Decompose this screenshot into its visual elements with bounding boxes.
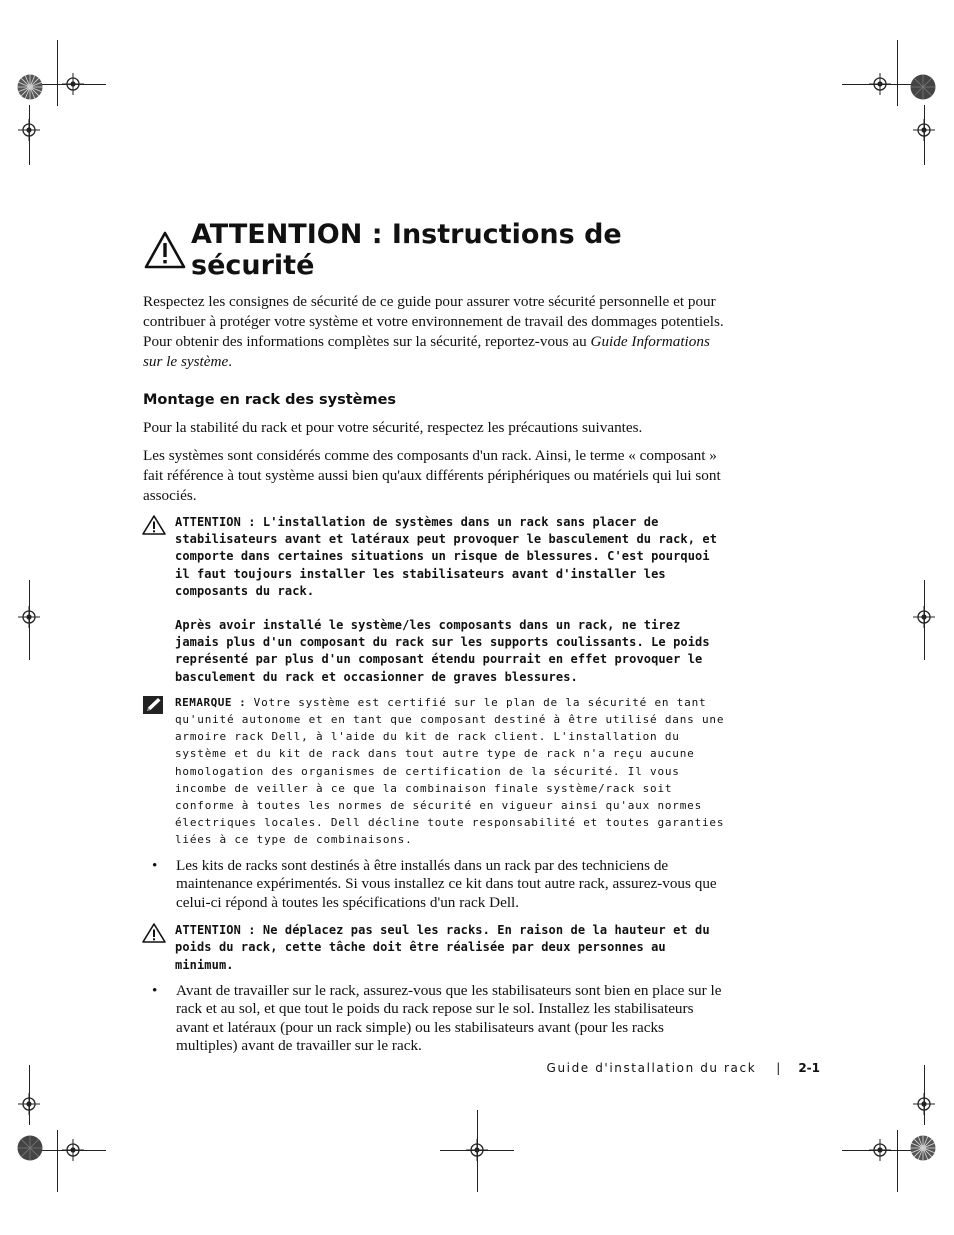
list-item: • Les kits de racks sont destinés à être installés dans un rack par des techniciens de maintenance expérimentés. Si vous installez ce kit dans tout autre rack, assurez-vous que celui-ci répond à toutes les spécifications d'un rack Dell. [143, 857, 728, 913]
caution-text-2 [175, 922, 728, 974]
registration-crosshair-icon [18, 1093, 40, 1115]
registration-crosshair-icon [466, 1139, 488, 1161]
note-text [175, 694, 728, 849]
warning-triangle-icon [141, 514, 175, 686]
crop-line [57, 40, 58, 106]
footer-separator: | [776, 1061, 781, 1075]
page-footer [520, 1061, 820, 1075]
intro-end: . [228, 353, 232, 370]
note-block [141, 694, 728, 849]
caution-block-1 [141, 514, 728, 686]
intro-text: Respectez les consignes de sécurité de ce guide pour assurer votre sécurité personnelle et pour contribuer à protéger votre système et votre environnement de travail des dommages potentiels. Pour obtenir des informations complètes sur la sécurité, reportez-vous au [143, 293, 724, 350]
section-paragraph-1: Pour la stabilité du rack et pour votre sécurité, respectez les précautions suivantes. [143, 419, 643, 436]
caution-1-paragraph-2: Après avoir installé le système/les composants dans un rack, ne tirez jamais plus d'un composant du rack sur les supports coulissants. Le poids représenté par plus d'un composant étendu pourrait en effet provoquer le basculement du rack et occasionner de graves blessures. [175, 618, 710, 684]
registration-crosshair-icon [62, 73, 84, 95]
registration-crosshair-icon [913, 119, 935, 141]
crop-line [57, 1130, 58, 1192]
starburst-target-icon [910, 74, 936, 100]
warning-triangle-icon [143, 230, 187, 270]
crop-line [897, 1130, 898, 1192]
registration-crosshair-icon [869, 1139, 891, 1161]
footer-guide-title: Guide d'installation du rack [546, 1061, 757, 1075]
caution-1-paragraph-1: ATTENTION : L'installation de systèmes dans un rack sans placer de stabilisateurs avant et latéraux peut provoquer le basculement du rack, et comporte dans certaines situations un risque de blessures. C'est pourquoi il faut toujours installer les stabilisateurs avant d'installer les composants du rack. [175, 515, 718, 598]
page-content [143, 219, 728, 1066]
starburst-target-icon [17, 74, 43, 100]
page-title-text: ATTENTION : Instructions de sécurité [191, 219, 622, 281]
intro-paragraph [143, 292, 728, 372]
starburst-target-icon [17, 1135, 43, 1161]
caution-block-2 [141, 922, 728, 974]
registration-crosshair-icon [18, 606, 40, 628]
caution-text-1 [175, 514, 728, 686]
registration-crosshair-icon [913, 1093, 935, 1115]
registration-crosshair-icon [18, 119, 40, 141]
section-paragraph-2: Les systèmes sont considérés comme des composants d'un rack. Ainsi, le terme « composant » fait référence à tout système aussi bien qu'aux différents périphériques ou matériels qui lui sont associés. [143, 447, 721, 504]
starburst-target-icon [910, 1135, 936, 1161]
registration-crosshair-icon [869, 73, 891, 95]
registration-crosshair-icon [62, 1139, 84, 1161]
page-title [143, 219, 728, 281]
caution-2-paragraph: ATTENTION : Ne déplacez pas seul les racks. En raison de la hauteur et du poids du rack, cette tâche doit être réalisée par deux personnes au minimum. [175, 923, 710, 972]
registration-crosshair-icon [913, 606, 935, 628]
note-body: Votre système est certifié sur le plan de la sécurité en tant qu'unité autonome et en tant que composant destiné à être utilisé dans une armoire rack Dell, à l'aide du kit de rack client. L'installation du système et du kit de rack dans tout autre type de rack n'a reçu aucune homologation des organismes de certification de la sécurité. Il vous incombe de veiller à ce que la combinaison finale système/rack soit conforme à toutes les normes de sécurité en vigueur ainsi qu'aux normes électriques locales. Dell décline toute responsabilité et toutes garanties liées à ce type de combinaisons. [175, 695, 725, 847]
page-number: 2-1 [798, 1061, 820, 1075]
bullet-list-1 [143, 857, 728, 913]
list-item: • Avant de travailler sur le rack, assurez-vous que les stabilisateurs sont bien en place sur le rack et au sol, et que tout le poids du rack repose sur le sol. Installez les stabilisateurs avant et latéraux (pour un rack simple) ou les stabilisateurs avant (pour les racks multiples) avant de travailler sur le rack. [143, 982, 728, 1056]
crop-line [897, 40, 898, 106]
warning-triangle-icon [141, 922, 175, 974]
section-heading: Montage en rack des systèmes [143, 392, 397, 408]
intro-reference: Guide Informations sur le système [143, 333, 710, 370]
note-label: REMARQUE : [175, 695, 247, 709]
note-pencil-icon [141, 694, 175, 849]
bullet-list-2 [143, 982, 728, 1056]
